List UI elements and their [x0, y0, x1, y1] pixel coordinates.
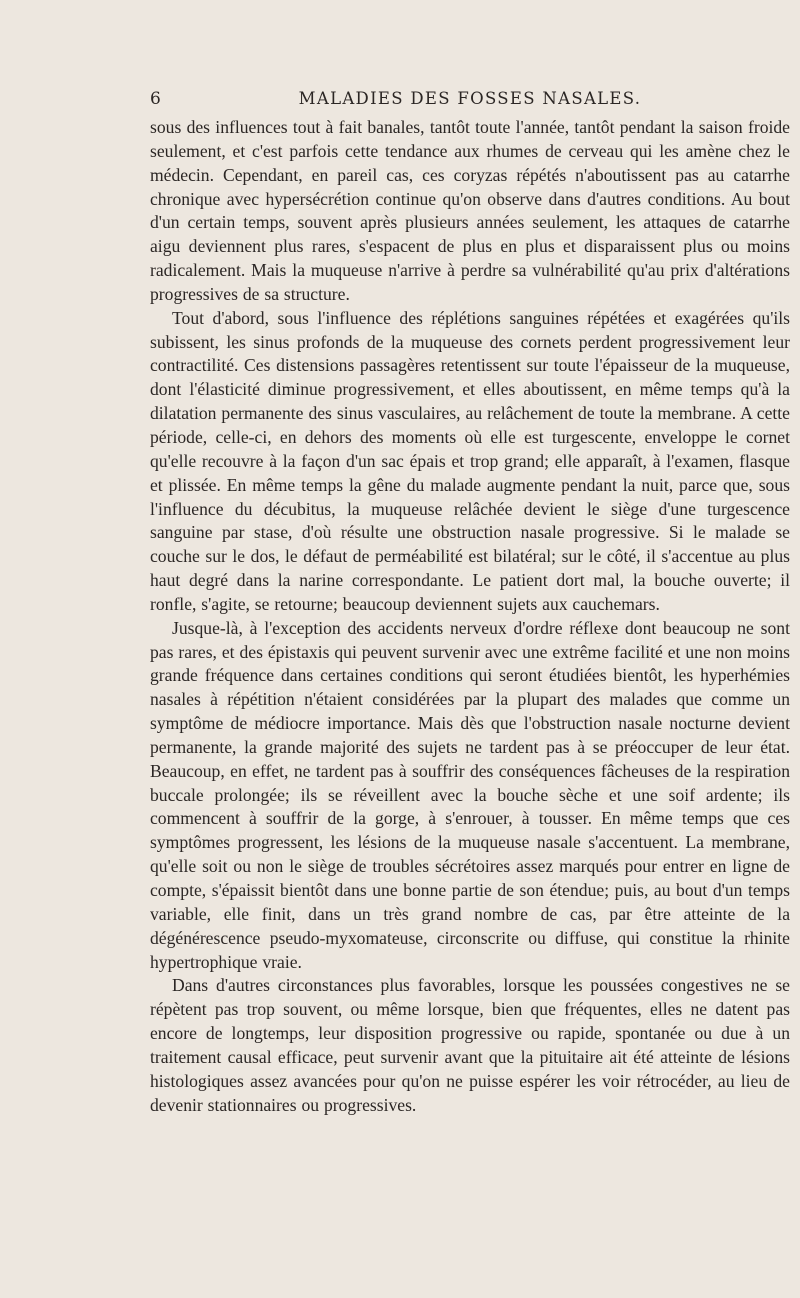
body-text	[150, 116, 790, 1117]
page-number: 6	[150, 89, 162, 109]
paragraph: Tout d'abord, sous l'influence des réplétions sanguines répétées et exagérées qu'ils subissent, les sinus profonds de la muqueuse des cornets perdent progressivement leur contractilité. Ces distensions passagères retentissent sur toute l'épaisseur de la muqueuse, dont l'élasticité diminue progressivement, et elles aboutissent, en même temps qu'à la dilatation permanente des sinus vasculaires, au relâchement de toute la membrane. A cette période, celle-ci, en dehors des moments où elle est turgescente, enveloppe le cornet qu'elle recouvre à la façon d'un sac épais et trop grand; elle apparaît, à l'examen, flasque et plissée. En même temps la gêne du malade augmente pendant la nuit, parce que, sous l'influence du décubitus, la muqueuse relâchée devient le siège d'une turgescence sanguine par stase, d'où résulte une obstruction nasale progressive. Si le malade se couche sur le dos, le défaut de perméabilité est bilatéral; sur le côté, il s'accentue au plus haut degré dans la narine correspondante. Le patient dort mal, la bouche ouverte; il ronfle, s'agite, se retourne; beaucoup deviennent sujets aux cauchemars.	[150, 307, 790, 614]
paragraph: Dans d'autres circonstances plus favorables, lorsque les poussées congestives ne se répètent pas trop souvent, ou même lorsque, bien que fréquentes, elles ne datent pas encore de longtemps, leur disposition progressive ou rapide, spontanée ou due à un traitement causal efficace, peut survenir avant que la pituitaire ait été atteinte de lésions histologiques assez avancées pour qu'on ne puisse espérer les voir rétrocéder, au lieu de devenir stationnaires ou progressives.	[150, 975, 790, 1115]
paragraph: Jusque-là, à l'exception des accidents nerveux d'ordre réflexe dont beaucoup ne sont pas rares, et des épistaxis qui peuvent survenir avec une extrême facilité et une non moins grande fréquence dans certaines conditions qui seront étudiées bientôt, les hyperhémies nasales à répétition n'étaient considérées par la plupart des malades que comme un symptôme de médiocre importance. Mais dès que l'obstruction nasale nocturne devient permanente, la grande majorité des sujets ne tardent pas à se préoccuper de leur état. Beaucoup, en effet, ne tardent pas à souffrir des conséquences fâcheuses de la respiration buccale prolongée; ils se réveillent avec la bouche sèche et une soif ardente; ils commencent à souffrir de la gorge, à s'enrouer, à tousser. En même temps que ces symptômes progressent, les lésions de la muqueuse nasale s'accentuent. La membrane, qu'elle soit ou non le siège de troubles sécrétoires assez marqués pour entrer en ligne de compte, s'épaissit bientôt dans une bonne partie de son étendue; puis, au bout d'un temps variable, elle finit, dans un très grand nombre de cas, par être atteinte de la dégénérescence pseudo-myxomateuse, circonscrite ou diffuse, qui constitue la rhinite hypertrophique vraie.	[150, 617, 790, 972]
page-header	[150, 89, 790, 113]
paragraph-continuation: sous des influences tout à fait banales, tantôt toute l'année, tantôt pendant la saison froide seulement, et c'est parfois cette tendance aux rhumes de cerveau qui les amène chez le médecin. Cependant, en pareil cas, ces coryzas répétés n'aboutissent pas au catarrhe chronique avec hypersécrétion continue qu'on observe dans d'autres conditions. Au bout d'un certain temps, souvent après plusieurs années seulement, les attaques de catarrhe aigu deviennent plus rares, s'espacent de plus en plus et disparaissent plus ou moins radicalement. Mais la muqueuse n'arrive à perdre sa vulnérabilité qu'au prix d'altérations progressives de sa structure.	[150, 117, 790, 304]
running-title: MALADIES DES FOSSES NASALES.	[298, 89, 642, 108]
